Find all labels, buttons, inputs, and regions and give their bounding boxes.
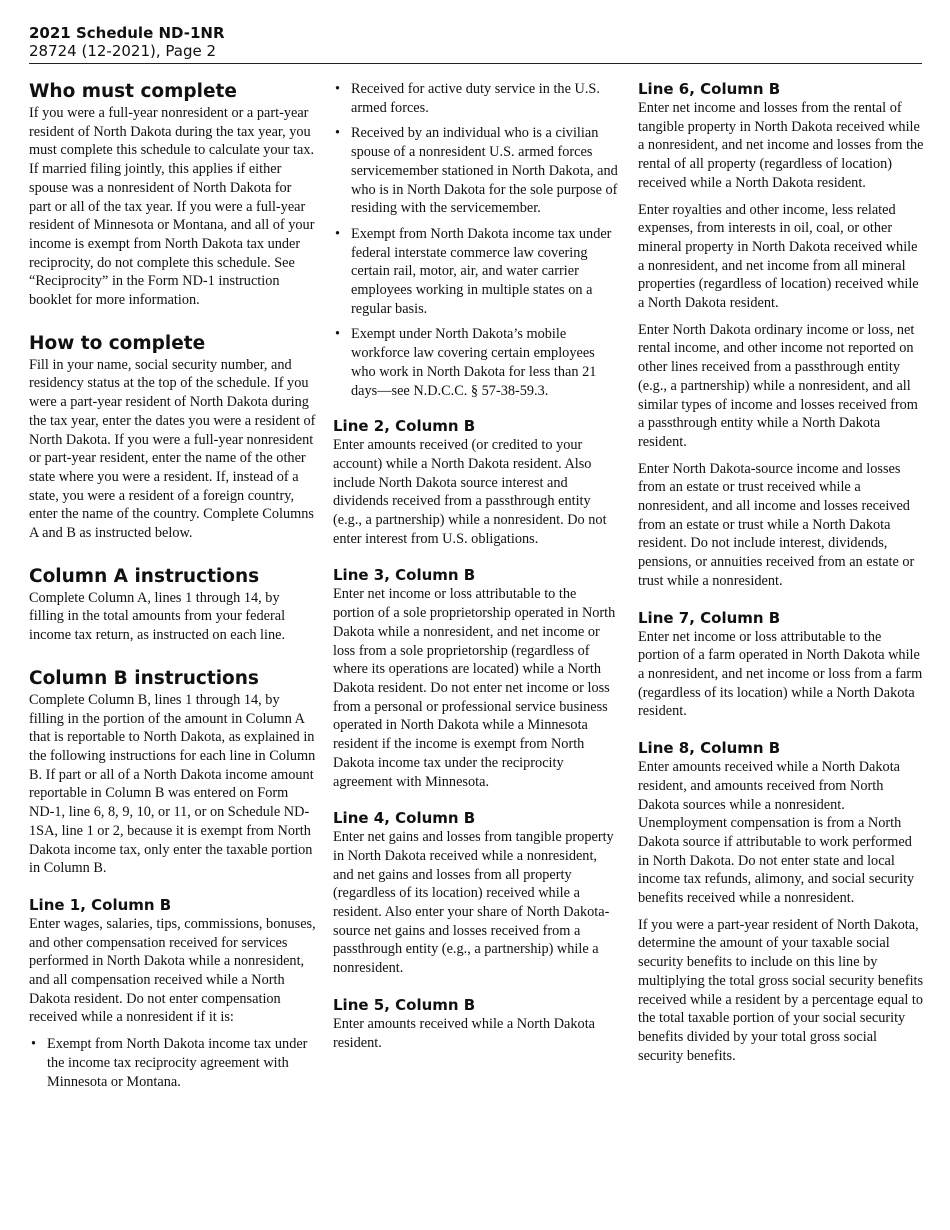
line6-text-1: Enter net income and losses from the rental of tangible property in North Dakota received while a nonresident, and net income and losses from the rental of all property (regardless of location) received while a North Dakota resident.	[638, 100, 924, 191]
column-a-heading: Column A instructions	[29, 565, 260, 587]
line6-text-2: Enter royalties and other income, less related expenses, from interests in oil, coal, or other mineral property in North Dakota received while a nonresident, and net income from all mineral properties (regardless of location) received while a North Dakota resident.	[638, 201, 919, 312]
line4-text: Enter net gains and losses from tangible property in North Dakota received while a nonresident, and net gains and losses from all property (regardless of its location) received while a resident. Also enter your share of North Dakota-source net gains and losses received from a passthrough entity (e.g., a partnership) while a nonresident.	[333, 829, 614, 977]
line1-text: Enter wages, salaries, tips, commissions, bonuses, and other compensation received for services performed in North Dakota while a nonresident, and all compensation received while a North Dakota resident. Do not enter compensation received while a nonresident if it is:	[29, 915, 316, 1026]
line5-text: Enter amounts received while a North Dakota resident.	[333, 1015, 596, 1051]
line6-text-3: Enter North Dakota ordinary income or loss, net rental income, and other income not reported on other lines received from a passthrough entity (e.g., a partnership) while a nonresident, and all similar types of income and losses received from a passthrough entity while a North Dakota resident.	[638, 321, 918, 450]
list-item: • Received by an individual who is a civilian spouse of a nonresident U.S. armed forces servicemember stationed in North Dakota, and who is in North Dakota for the sole purpose of residing with the servicemember.	[333, 124, 621, 218]
line8-text-1: Enter amounts received while a North Dakota resident, and amounts received from North Dakota sources while a nonresident. Unemployment compensation is from a North Dakota source if attributable to work performed in North Dakota. Do not enter state and local income tax refunds, alimony, and social security benefits received while a nonresident.	[638, 759, 915, 907]
line6-heading: Line 6, Column B	[638, 80, 781, 98]
line5-heading: Line 5, Column B	[333, 995, 476, 1014]
line1-heading: Line 1, Column B	[29, 895, 172, 914]
page-header	[29, 24, 922, 64]
how-to-complete-heading: How to complete	[29, 332, 206, 354]
column-b-heading: Column B instructions	[29, 667, 259, 689]
column-left	[29, 80, 317, 1098]
how-to-complete-text: Fill in your name, social security number, and residency status at the top of the schedule. If you were a part-year resident of North Dakota during the tax year, enter the dates you were a resident of North Dakota. If you were a full-year nonresident or part-year resident, enter the name of the other state where you were a resident. If, instead of a state, you were a resident of a foreign country, enter the name of the country. Complete Columns A and B as instructed below.	[29, 356, 316, 542]
line8-text-2: If you were a part-year resident of North Dakota, determine the amount of your taxable social security benefits to include on this line by multiplying the total gross social security benefits received while a resident by a percentage equal to the total taxable portion of your social security benefits divided by your total gross social security benefits.	[638, 916, 924, 1064]
column-middle	[333, 80, 621, 1060]
list-item: • Exempt under North Dakota’s mobile workforce law covering certain employees who work in North Dakota for less than 21 days—see N.D.C.C. § 57-38-59.3.	[333, 325, 621, 400]
list-item: • Exempt from North Dakota income tax under federal interstate commerce law covering certain rail, motor, air, and water carrier employees working in multiple states on a regular basis.	[333, 225, 621, 319]
line1-exemption-list	[29, 1035, 317, 1091]
line4-heading: Line 4, Column B	[333, 809, 476, 828]
line3-heading: Line 3, Column B	[333, 566, 476, 585]
who-must-complete-heading: Who must complete	[29, 81, 237, 102]
line6-text-4: Enter North Dakota-source income and losses from an estate or trust received while a nonresident, and all income and losses received from an estate or trust while a North Dakota resident. Do not include interest, dividends, pensions, or annuities received from an estate or trust while a nonresident.	[638, 460, 915, 589]
line1-exemption-list-cont	[333, 80, 621, 400]
form-subtitle: 28724 (12-2021), Page 2	[29, 42, 217, 60]
line7-text: Enter net income or loss attributable to the portion of a farm operated in North Dakota while a nonresident, and net income or loss from a farm (regardless of its location) while a North Dakota resident.	[638, 628, 923, 720]
column-b-text: Complete Column B, lines 1 through 14, by filling in the portion of the amount in Column A that is reportable to North Dakota, as explained in the following instructions for each line in Column B. If part or all of a North Dakota income amount reportable in Column B was entered on Form ND-1, line 6, 8, 9, 10, or 11, or on Schedule ND-1SA, line 1 or 2, because it is exempt from North Dakota income tax, only enter the taxable portion in Column B.	[29, 691, 316, 877]
line2-heading: Line 2, Column B	[333, 417, 476, 436]
list-item: • Exempt from North Dakota income tax under the income tax reciprocity agreement with Minnesota or Montana.	[29, 1035, 317, 1091]
line7-heading: Line 7, Column B	[638, 608, 781, 627]
who-must-complete-text: If you were a full-year nonresident or a part-year resident of North Dakota during the tax year, you must complete this schedule to calculate your tax. If married filing jointly, this applies if either spouse was a nonresident of North Dakota for part or all of the tax year. If you were a full-year resident of Minnesota or Montana, and all of your income is exempt from North Dakota tax under reciprocity, do not complete this schedule. See “Reciprocity” in the Form ND-1 instruction booklet for more information.	[29, 105, 315, 309]
column-right	[638, 80, 924, 1073]
list-item: • Received for active duty service in the U.S. armed forces.	[333, 80, 621, 117]
line8-heading: Line 8, Column B	[638, 739, 781, 758]
line3-text: Enter net income or loss attributable to the portion of a sole proprietorship operated in North Dakota while a nonresident, and net income or loss from a sole proprietorship (regardless of where its operations are located) while a North Dakota resident. Do not enter net income or loss from a personal or professional service business operated in North Dakota while a Minnesota resident if the income is exempt from North Dakota income tax under the reciprocity agreement with Minnesota.	[333, 586, 616, 790]
form-title: 2021 Schedule ND-1NR	[29, 24, 225, 42]
line2-text: Enter amounts received (or credited to your account) while a North Dakota resident. Also include North Dakota source interest and dividends received from a passthrough entity (e.g., a partnership) while a nonresident. Do not enter interest from U.S. obligations.	[333, 437, 607, 547]
column-a-text: Complete Column A, lines 1 through 14, by filling in the total amounts from your federal income tax return, as instructed on each line.	[29, 589, 286, 644]
